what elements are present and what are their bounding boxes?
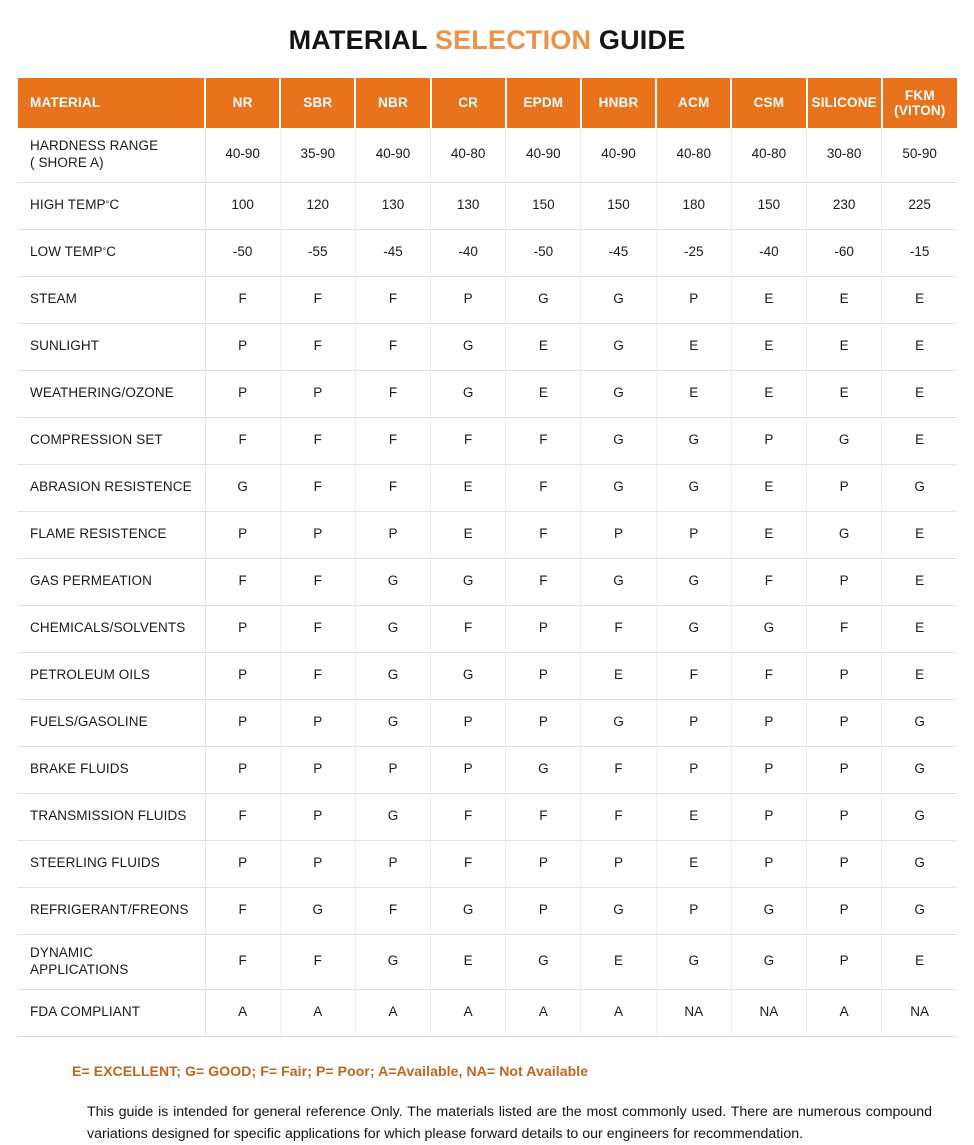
table-cell: 35-90 [280,128,355,183]
column-header-sbr: SBR [280,78,355,128]
row-label-line-1: STEAM [30,291,78,307]
row-label [18,699,205,746]
table-cell: G [807,417,882,464]
row-label-line-1: CHEMICALS/SOLVENTS [30,620,186,636]
table-cell: G [355,652,430,699]
table-cell: G [882,699,957,746]
table-cell: P [431,746,506,793]
table-cell: -60 [807,229,882,276]
row-label-line-1: BRAKE FLUIDS [30,761,129,777]
table-row [18,793,957,840]
table-cell: A [280,989,355,1036]
table-cell: 120 [280,182,355,229]
table-cell: -40 [731,229,806,276]
table-cell: G [431,887,506,934]
table-cell: F [431,793,506,840]
table-cell: G [355,934,430,989]
table-cell: G [882,793,957,840]
row-label [18,558,205,605]
table-cell: F [205,887,280,934]
table-cell: P [506,652,581,699]
table-cell: F [506,511,581,558]
table-cell: P [656,276,731,323]
table-header [18,78,957,128]
table-cell: P [355,511,430,558]
table-cell: E [882,417,957,464]
table-cell: 40-90 [205,128,280,183]
table-cell: A [205,989,280,1036]
table-cell: G [731,934,806,989]
table-cell: P [807,887,882,934]
table-cell: E [656,370,731,417]
table-cell: P [280,699,355,746]
table-cell: G [431,323,506,370]
row-label [18,934,205,989]
table-cell: A [581,989,656,1036]
table-cell: NA [731,989,806,1036]
table-cell: P [205,511,280,558]
table-cell: P [280,370,355,417]
table-cell: G [882,746,957,793]
row-label-line-1: ABRASION RESISTENCE [30,479,192,495]
title-part-2: GUIDE [591,25,686,55]
row-label-line-1: FDA COMPLIANT [30,1004,141,1020]
column-header-acm: ACM [656,78,731,128]
table-cell: 50-90 [882,128,957,183]
column-header-epdm: EPDM [506,78,581,128]
table-cell: 225 [882,182,957,229]
table-cell: G [506,276,581,323]
fkm-line-2: (VITON) [894,102,946,118]
row-label-line-1: STEERLING FLUIDS [30,855,160,871]
table-cell: F [431,840,506,887]
table-cell: P [280,746,355,793]
table-cell: G [807,511,882,558]
table-row [18,746,957,793]
table-cell: P [731,699,806,746]
row-label-line-1: FLAME RESISTENCE [30,526,167,542]
table-cell: A [807,989,882,1036]
row-label [18,652,205,699]
row-label-line-1: REFRIGERANT/FREONS [30,902,189,918]
table-cell: 130 [355,182,430,229]
table-cell: F [355,323,430,370]
table-cell: P [506,887,581,934]
table-row [18,370,957,417]
table-row [18,934,957,989]
table-row [18,128,957,183]
table-cell: P [656,746,731,793]
row-label [18,989,205,1036]
table-cell: F [656,652,731,699]
table-cell: P [656,511,731,558]
table-cell: P [205,605,280,652]
table-cell: G [581,276,656,323]
table-cell: P [731,417,806,464]
table-cell: F [506,417,581,464]
row-label [18,746,205,793]
table-cell: E [431,934,506,989]
table-cell: G [280,887,355,934]
row-label [18,417,205,464]
table-cell: P [656,699,731,746]
row-label [18,182,205,229]
table-cell: E [882,511,957,558]
row-label [18,128,205,183]
table-cell: A [506,989,581,1036]
row-label-line-1: DYNAMIC [30,944,93,960]
table-cell: F [506,464,581,511]
table-cell: P [280,840,355,887]
row-label [18,887,205,934]
table-cell: P [581,511,656,558]
table-cell: F [581,746,656,793]
table-cell: 230 [807,182,882,229]
row-label [18,793,205,840]
row-label [18,276,205,323]
table-cell: F [355,417,430,464]
table-row [18,417,957,464]
table-cell: G [355,699,430,746]
table-cell: F [280,605,355,652]
table-cell: F [731,558,806,605]
table-cell: 30-80 [807,128,882,183]
fkm-line-1: FKM [904,87,935,103]
table-cell: F [431,605,506,652]
table-cell: P [280,793,355,840]
table-cell: P [431,276,506,323]
column-header-silicone: SILICONE [807,78,882,128]
table-row [18,840,957,887]
table-cell: P [807,464,882,511]
table-cell: G [581,323,656,370]
table-cell: F [355,276,430,323]
table-cell: F [355,887,430,934]
table-cell: E [807,370,882,417]
table-cell: P [731,746,806,793]
table-cell: G [656,464,731,511]
table-cell: P [807,840,882,887]
table-cell: P [205,746,280,793]
table-cell: 40-90 [581,128,656,183]
table-cell: E [731,464,806,511]
table-cell: P [807,934,882,989]
table-row [18,511,957,558]
table-cell: P [807,558,882,605]
row-label-line-1: SUNLIGHT [30,338,100,354]
table-cell: G [656,417,731,464]
table-cell: P [506,840,581,887]
table-cell: E [882,605,957,652]
table-cell: F [205,276,280,323]
table-cell: 100 [205,182,280,229]
table-cell: E [807,323,882,370]
table-cell: -50 [205,229,280,276]
table-cell: G [581,558,656,605]
table-cell: E [882,558,957,605]
rating-legend: E= EXCELLENT; G= GOOD; F= Fair; P= Poor; A=Available, NA= Not Available [72,1062,589,1079]
table-cell: -45 [581,229,656,276]
row-label-line-1: COMPRESSION SET [30,432,163,448]
table-cell: E [506,370,581,417]
table-cell: P [506,699,581,746]
table-cell: E [731,511,806,558]
table-cell: E [656,793,731,840]
table-cell: P [807,652,882,699]
table-cell: P [506,605,581,652]
table-cell: P [807,699,882,746]
table-cell: G [656,934,731,989]
table-cell: P [807,746,882,793]
table-cell: A [355,989,430,1036]
table-cell: 150 [731,182,806,229]
table-cell: F [355,464,430,511]
table-cell: P [431,699,506,746]
table-cell: F [205,793,280,840]
title-part-1: MATERIAL [288,25,435,55]
table-cell: E [656,840,731,887]
table-cell: NA [656,989,731,1036]
table-cell: 40-80 [656,128,731,183]
table-row [18,182,957,229]
table-cell: P [355,746,430,793]
table-cell: F [280,323,355,370]
table-cell: G [581,887,656,934]
column-header-material: MATERIAL [18,78,205,128]
row-label [18,511,205,558]
table-cell: -45 [355,229,430,276]
table-cell: E [581,934,656,989]
table-cell: F [355,370,430,417]
table-cell: A [431,989,506,1036]
row-label-line-1: FUELS/GASOLINE [30,714,148,730]
table-cell: F [280,558,355,605]
table-cell: 40-80 [431,128,506,183]
table-cell: P [205,370,280,417]
row-label-line-2: APPLICATIONS [30,961,129,977]
table-row [18,887,957,934]
table-cell: G [581,699,656,746]
column-header-nbr: NBR [355,78,430,128]
table-cell: P [280,511,355,558]
table-cell: G [656,558,731,605]
table-cell: E [882,323,957,370]
column-header-nr: NR [205,78,280,128]
table-cell: G [431,558,506,605]
table-cell: 180 [656,182,731,229]
row-label [18,464,205,511]
table-body [18,128,957,1037]
table-cell: E [882,370,957,417]
table-cell: -55 [280,229,355,276]
column-header-csm: CSM [731,78,806,128]
table-cell: F [431,417,506,464]
table-cell: F [581,605,656,652]
table-row [18,699,957,746]
table-cell: F [280,464,355,511]
row-label-line-1: TRANSMISSION FLUIDS [30,808,187,824]
table-cell: P [731,840,806,887]
row-label [18,840,205,887]
table-cell: 40-90 [506,128,581,183]
table-cell: 40-80 [731,128,806,183]
table-cell: G [581,464,656,511]
table-cell: F [205,934,280,989]
column-header-hnbr: HNBR [581,78,656,128]
row-label [18,229,205,276]
table-cell: E [882,276,957,323]
table-cell: E [731,323,806,370]
row-label-line-1: LOW TEMP°C [30,244,117,260]
table-row [18,323,957,370]
table-cell: E [807,276,882,323]
table-cell: F [280,652,355,699]
table-cell: F [807,605,882,652]
table-cell: NA [882,989,957,1036]
table-cell: 40-90 [355,128,430,183]
guide-table-container [18,78,957,1037]
table-header-row [18,78,957,128]
table-cell: E [656,323,731,370]
table-cell: F [280,417,355,464]
table-cell: G [581,417,656,464]
table-cell: G [205,464,280,511]
table-cell: F [205,558,280,605]
table-cell: P [581,840,656,887]
table-cell: P [205,323,280,370]
table-cell: E [882,652,957,699]
table-cell: E [882,934,957,989]
table-cell: P [807,793,882,840]
table-row [18,989,957,1036]
row-label-line-1: PETROLEUM OILS [30,667,150,683]
table-cell: G [882,464,957,511]
row-label-line-1: HIGH TEMP°C [30,197,120,213]
table-cell: G [656,605,731,652]
table-cell: P [205,699,280,746]
table-cell: G [731,605,806,652]
title-accent-word: SELECTION [434,25,592,55]
row-label-line-1: WEATHERING/OZONE [30,385,174,401]
row-label-line-1: HARDNESS RANGE [30,137,159,153]
table-cell: E [581,652,656,699]
material-selection-table [18,78,957,1037]
table-cell: -50 [506,229,581,276]
table-cell: G [506,934,581,989]
table-cell: -25 [656,229,731,276]
table-cell: F [205,417,280,464]
table-cell: P [205,840,280,887]
table-cell: E [731,370,806,417]
table-row [18,605,957,652]
table-cell: E [731,276,806,323]
table-cell: F [506,793,581,840]
row-label-line-1: GAS PERMEATION [30,573,152,589]
table-row [18,229,957,276]
table-cell: P [355,840,430,887]
table-cell: P [656,887,731,934]
disclaimer-text: This guide is intended for general reference Only. The materials listed are the most commonly used. There are numerous compound variations designed for specific applications for which please forward details to our engineers for recommendation. [87,1103,932,1142]
table-cell: E [431,511,506,558]
table-cell: F [280,276,355,323]
table-cell: -40 [431,229,506,276]
table-cell: 150 [581,182,656,229]
table-cell: G [355,605,430,652]
table-cell: P [731,793,806,840]
table-cell: 130 [431,182,506,229]
row-label-line-2: ( SHORE A) [30,154,104,170]
column-header-fkm-viton [882,78,957,128]
page-title [0,0,974,56]
table-cell: E [506,323,581,370]
table-cell: G [882,887,957,934]
table-cell: F [731,652,806,699]
table-cell: F [280,934,355,989]
row-label [18,605,205,652]
row-label [18,323,205,370]
row-label [18,370,205,417]
table-cell: G [431,370,506,417]
table-cell: G [355,793,430,840]
table-cell: F [506,558,581,605]
table-cell: F [581,793,656,840]
table-row [18,558,957,605]
table-cell: G [581,370,656,417]
table-cell: G [431,652,506,699]
table-cell: G [355,558,430,605]
column-header-cr: CR [431,78,506,128]
table-cell: G [882,840,957,887]
table-row [18,276,957,323]
table-cell: E [431,464,506,511]
table-cell: G [731,887,806,934]
table-row [18,652,957,699]
table-row [18,464,957,511]
table-cell: -15 [882,229,957,276]
table-cell: P [205,652,280,699]
table-cell: 150 [506,182,581,229]
table-cell: G [506,746,581,793]
